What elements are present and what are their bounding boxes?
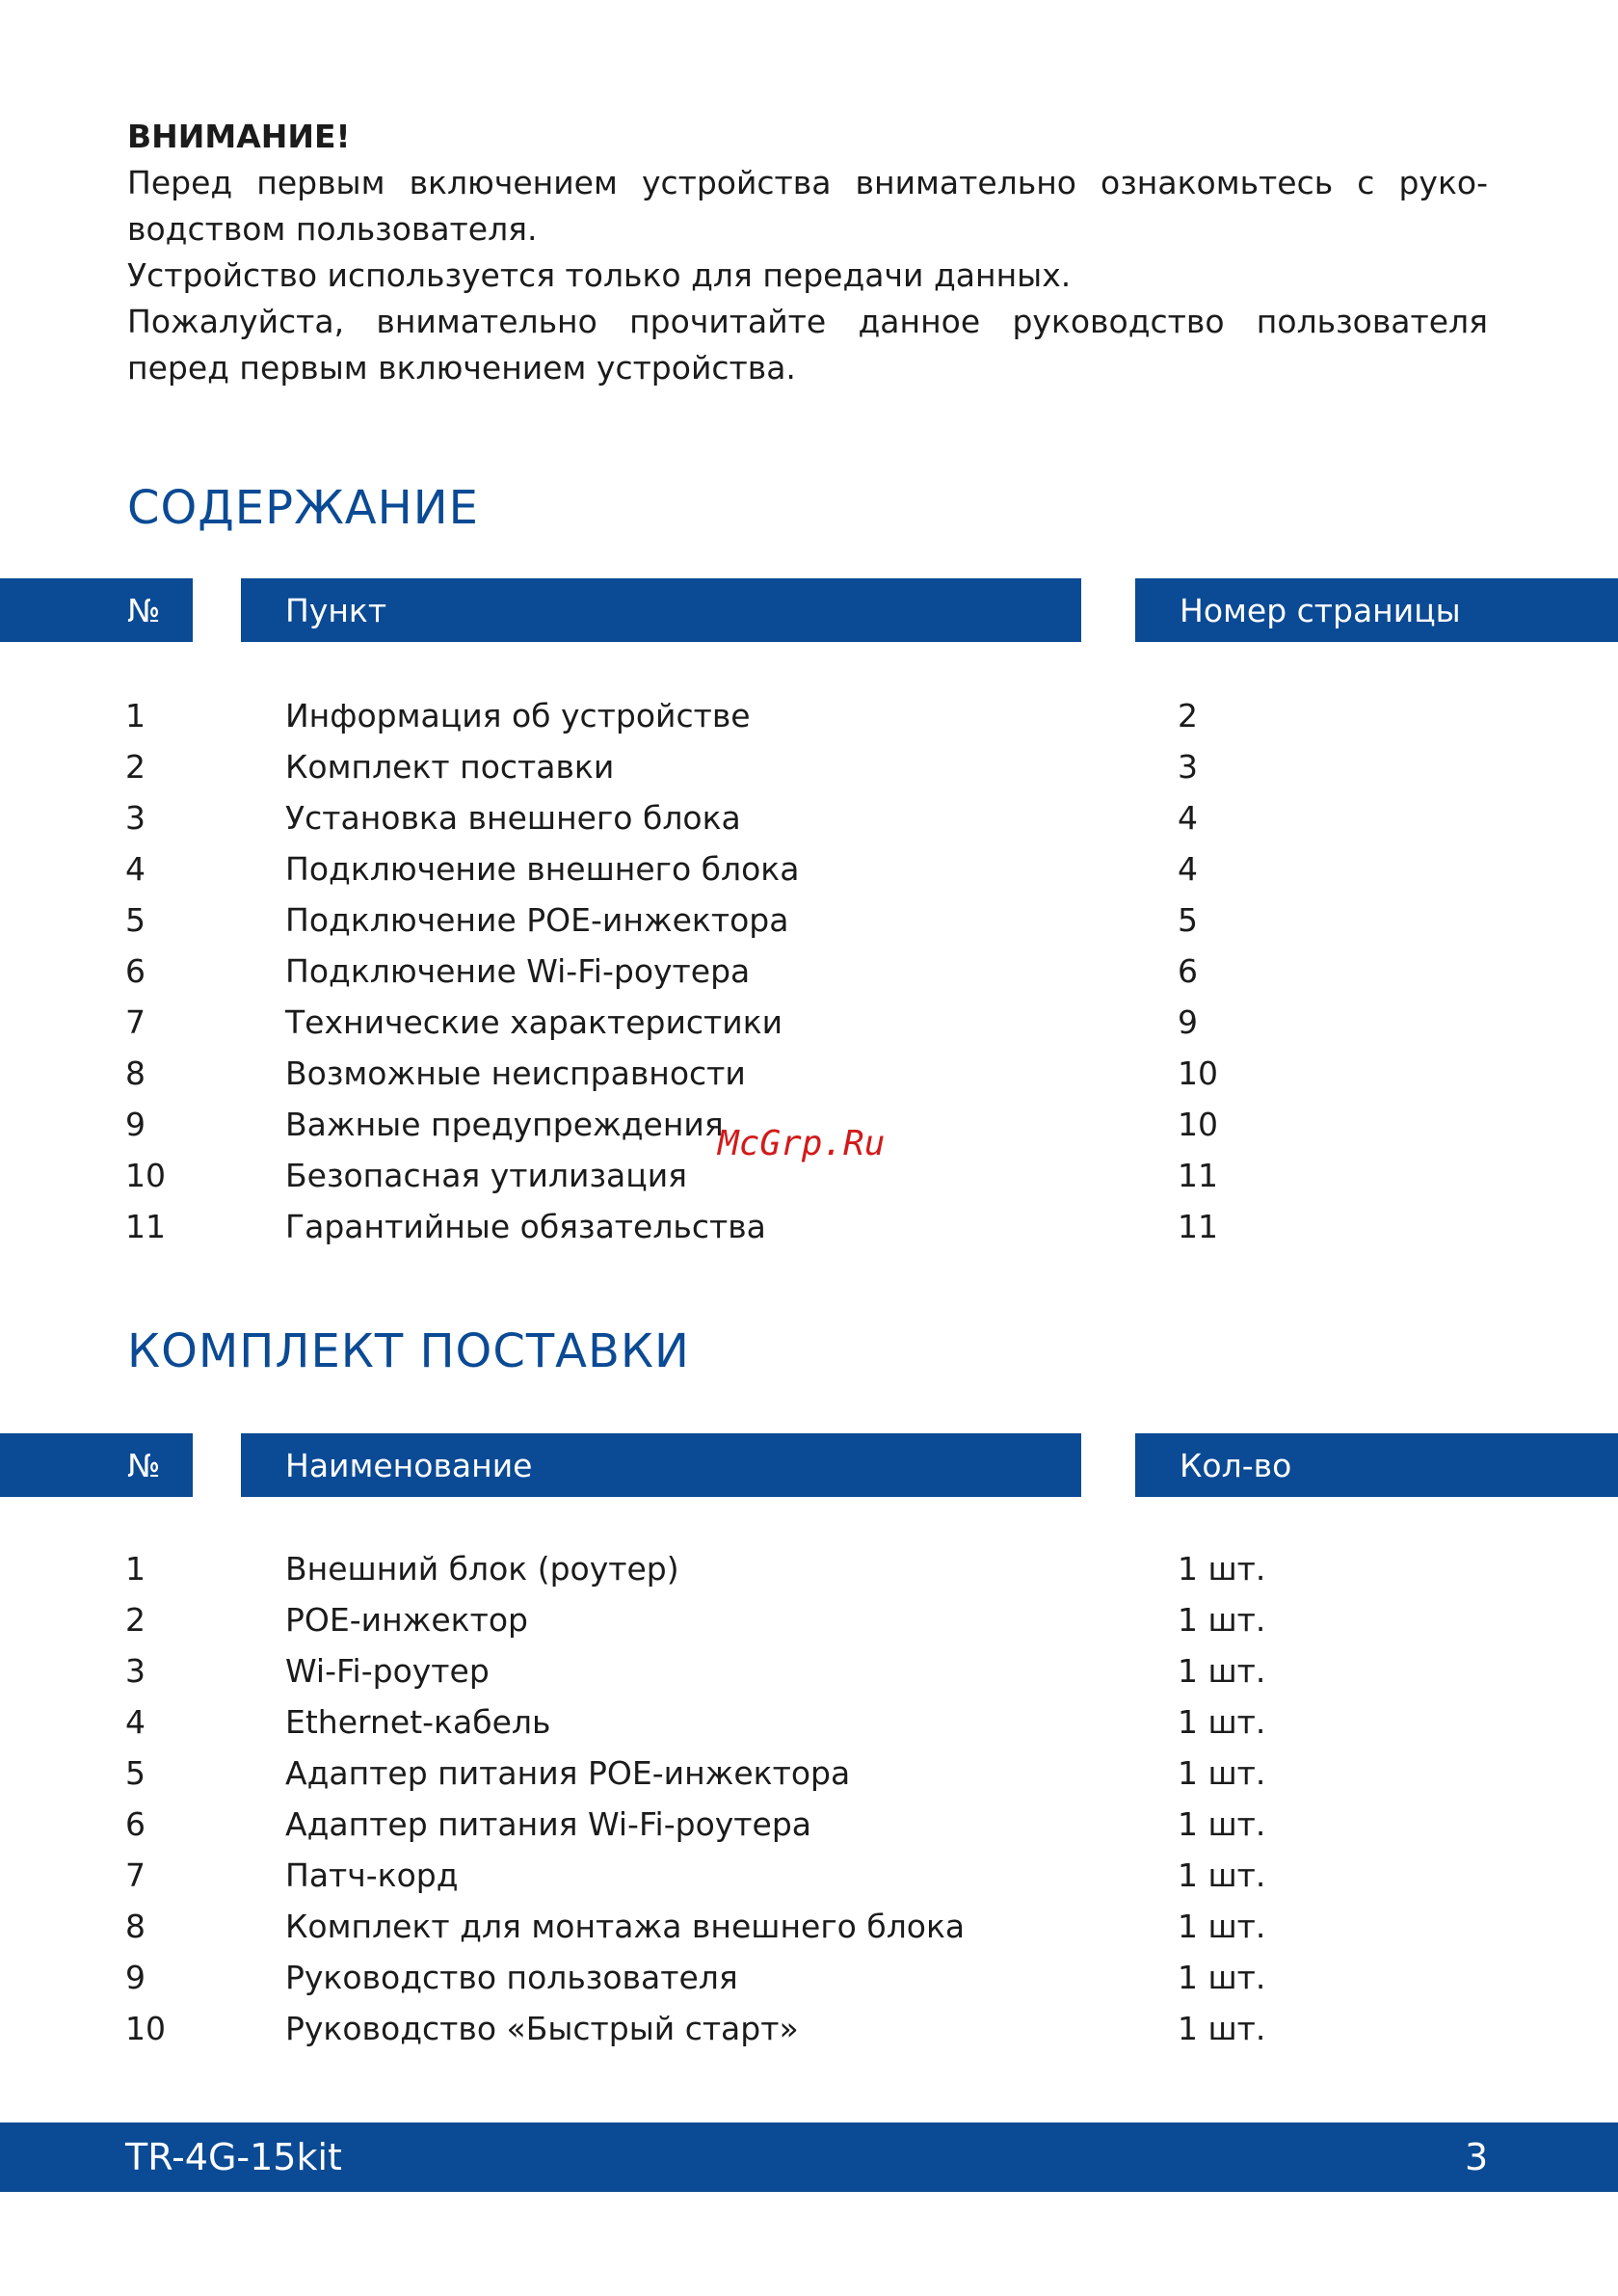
header-label: Номер страницы — [1180, 591, 1461, 629]
table-row — [0, 1748, 1618, 1799]
package-header-number — [0, 1433, 193, 1497]
package-title: КОМПЛЕКТ ПОСТАВКИ — [127, 1324, 690, 1378]
row-item: Подключение POE-инжектора — [285, 901, 789, 939]
table-row — [0, 997, 1618, 1048]
row-item: Возможные неисправности — [285, 1055, 746, 1092]
table-row — [0, 690, 1618, 741]
table-row — [0, 1952, 1618, 2003]
row-page: 10 — [1178, 1055, 1218, 1092]
row-number: 10 — [125, 2010, 166, 2047]
row-item: Важные предупреждения — [285, 1106, 724, 1143]
row-item: POE-инжектор — [285, 1601, 528, 1639]
table-row — [0, 946, 1618, 997]
warning-line: перед первым включением устройства. — [127, 349, 796, 387]
row-qty: 1 шт. — [1178, 1601, 1266, 1639]
row-item: Адаптер питания POE-инжектора — [285, 1754, 851, 1792]
row-page: 11 — [1178, 1157, 1218, 1194]
row-item: Гарантийные обязательства — [285, 1208, 766, 1245]
row-number: 7 — [125, 1856, 146, 1894]
row-item: Wi-Fi-роутер — [285, 1652, 490, 1690]
header-label: № — [127, 1446, 161, 1484]
row-page: 4 — [1178, 850, 1198, 888]
row-qty: 1 шт. — [1178, 1550, 1266, 1588]
package-header-qty — [1135, 1433, 1618, 1497]
table-row — [0, 1594, 1618, 1645]
row-item: Информация об устройстве — [285, 697, 751, 734]
row-item: Установка внешнего блока — [285, 799, 741, 837]
warning-title: ВНИМАНИЕ! — [127, 118, 351, 155]
row-number: 2 — [125, 1601, 146, 1639]
row-page: 5 — [1178, 901, 1198, 939]
table-row — [0, 1645, 1618, 1696]
row-page: 11 — [1178, 1208, 1218, 1245]
row-page: 4 — [1178, 799, 1198, 837]
table-row — [0, 1901, 1618, 1952]
warning-line: водством пользователя. — [127, 210, 538, 248]
table-row — [0, 1850, 1618, 1901]
header-label: Кол-во — [1180, 1446, 1292, 1484]
row-item: Руководство «Быстрый старт» — [285, 2010, 799, 2047]
table-row — [0, 1799, 1618, 1850]
warning-line: Пожалуйста, внимательно прочитайте данное руководство пользователя — [127, 303, 1488, 340]
row-page: 6 — [1178, 952, 1198, 990]
table-row — [0, 741, 1618, 792]
row-item: Безопасная утилизация — [285, 1157, 688, 1194]
row-item: Подключение Wi-Fi-роутера — [285, 952, 751, 990]
row-number: 9 — [125, 1106, 146, 1143]
table-row — [0, 1048, 1618, 1099]
row-number: 8 — [125, 1908, 146, 1945]
row-number: 6 — [125, 952, 146, 990]
table-row — [0, 1201, 1618, 1252]
row-item: Внешний блок (роутер) — [285, 1550, 679, 1588]
row-number: 10 — [125, 1157, 166, 1194]
row-number: 4 — [125, 1703, 146, 1741]
footer-model: TR-4G-15kit — [125, 2136, 342, 2178]
row-number: 7 — [125, 1003, 146, 1041]
row-page: 2 — [1178, 697, 1198, 734]
row-item: Подключение внешнего блока — [285, 850, 800, 888]
header-label: Наименование — [285, 1446, 533, 1484]
row-item: Ethernet-кабель — [285, 1703, 551, 1741]
row-page: 10 — [1178, 1106, 1218, 1143]
row-page: 3 — [1178, 748, 1198, 786]
table-row — [0, 894, 1618, 946]
row-number: 1 — [125, 697, 146, 734]
row-number: 2 — [125, 748, 146, 786]
row-number: 5 — [125, 1754, 146, 1792]
row-item: Комплект поставки — [285, 748, 615, 786]
warning-text — [127, 160, 1488, 391]
contents-header-page — [1135, 578, 1618, 642]
contents-header-number — [0, 578, 193, 642]
footer-page-number: 3 — [1465, 2136, 1489, 2178]
page-footer — [0, 2122, 1618, 2192]
header-label: № — [127, 591, 161, 629]
warning-line: Перед первым включением устройства внимательно ознакомьтесь с руко- — [127, 164, 1488, 201]
table-row — [0, 1543, 1618, 1594]
row-qty: 1 шт. — [1178, 1959, 1266, 1996]
header-label: Пункт — [285, 591, 387, 629]
watermark-text: McGrp.Ru — [718, 1124, 886, 1163]
row-number: 11 — [125, 1208, 166, 1245]
row-number: 4 — [125, 850, 146, 888]
row-item: Адаптер питания Wi-Fi-роутера — [285, 1805, 811, 1843]
contents-title: СОДЕРЖАНИЕ — [127, 481, 479, 535]
row-number: 5 — [125, 901, 146, 939]
row-item: Патч-корд — [285, 1856, 459, 1894]
table-row — [0, 792, 1618, 843]
row-page: 9 — [1178, 1003, 1198, 1041]
warning-line: Устройство используется только для передачи данных. — [127, 256, 1072, 294]
package-header-item — [241, 1433, 1081, 1497]
row-number: 9 — [125, 1959, 146, 1996]
table-row — [0, 1696, 1618, 1748]
row-item: Руководство пользователя — [285, 1959, 738, 1996]
row-number: 1 — [125, 1550, 146, 1588]
row-number: 3 — [125, 1652, 146, 1690]
row-qty: 1 шт. — [1178, 1805, 1266, 1843]
row-item: Комплект для монтажа внешнего блока — [285, 1908, 966, 1945]
table-row — [0, 843, 1618, 894]
row-qty: 1 шт. — [1178, 1703, 1266, 1741]
table-row — [0, 2003, 1618, 2054]
row-number: 8 — [125, 1055, 146, 1092]
row-item: Технические характеристики — [285, 1003, 783, 1041]
row-qty: 1 шт. — [1178, 1754, 1266, 1792]
contents-header-item — [241, 578, 1081, 642]
row-number: 6 — [125, 1805, 146, 1843]
row-qty: 1 шт. — [1178, 1856, 1266, 1894]
row-qty: 1 шт. — [1178, 1652, 1266, 1690]
row-qty: 1 шт. — [1178, 1908, 1266, 1945]
row-number: 3 — [125, 799, 146, 837]
row-qty: 1 шт. — [1178, 2010, 1266, 2047]
